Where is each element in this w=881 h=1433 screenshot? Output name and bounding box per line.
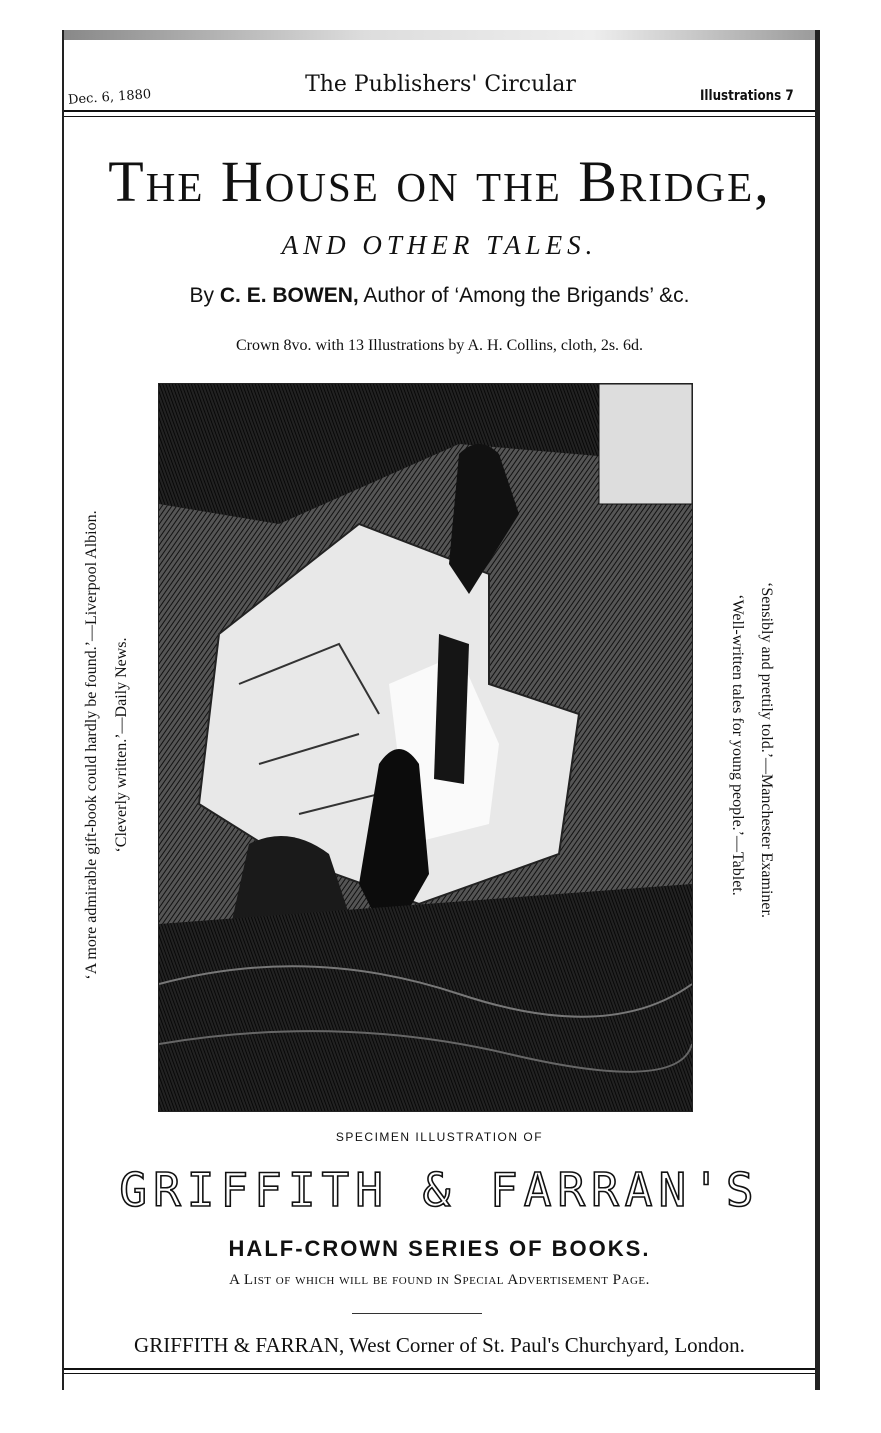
- engraving-image: [159, 384, 692, 1111]
- header-rule: [64, 110, 815, 112]
- header-section: Illustrations 7: [700, 88, 794, 104]
- byline-prefix: By: [189, 284, 220, 307]
- list-note: A List of which will be found in Special Advertisement Page.: [229, 1272, 650, 1288]
- review-tablet: ‘Well-written tales for young people.’—Tablet.: [729, 594, 746, 896]
- book-details: Crown 8vo. with 13 Illustrations by A. H. Collins, cloth, 2s. 6d.: [235, 337, 644, 354]
- publisher-display-title: GRIFFITH & FARRAN'S: [119, 1163, 760, 1217]
- header-date: Dec. 6, 1880: [67, 87, 152, 108]
- footer-rule: [64, 1368, 815, 1370]
- author-name: C. E. BOWEN,: [219, 284, 359, 307]
- frame-border-right: [815, 30, 820, 1390]
- header-rule: [64, 116, 815, 117]
- footer-rule: [64, 1373, 815, 1374]
- review-liverpool-albion: ‘A more admirable gift-book could hardly be found.’—Liverpool Albion.: [83, 510, 100, 980]
- review-manchester-examiner: ‘Sensibly and prettily told.’—Manchester Examiner.: [758, 582, 775, 918]
- header-publication: The Publishers' Circular: [305, 72, 576, 97]
- publisher-address: GRIFFITH & FARRAN, West Corner of St. Paul's Churchyard, London.: [134, 1333, 745, 1357]
- byline-suffix: Author of ‘Among the Brigands’ &c.: [358, 284, 690, 307]
- book-subtitle: AND OTHER TALES.: [281, 230, 598, 260]
- byline: [64, 284, 815, 308]
- divider: [352, 1313, 482, 1314]
- page-edge: [62, 30, 820, 40]
- specimen-illustration: [158, 383, 693, 1112]
- specimen-caption: SPECIMEN ILLUSTRATION OF: [335, 1130, 544, 1144]
- book-title: The House on the Bridge,: [108, 149, 771, 214]
- review-daily-news: ‘Cleverly written.’—Daily News.: [113, 637, 130, 853]
- series-title: HALF-CROWN SERIES OF BOOKS.: [228, 1236, 651, 1261]
